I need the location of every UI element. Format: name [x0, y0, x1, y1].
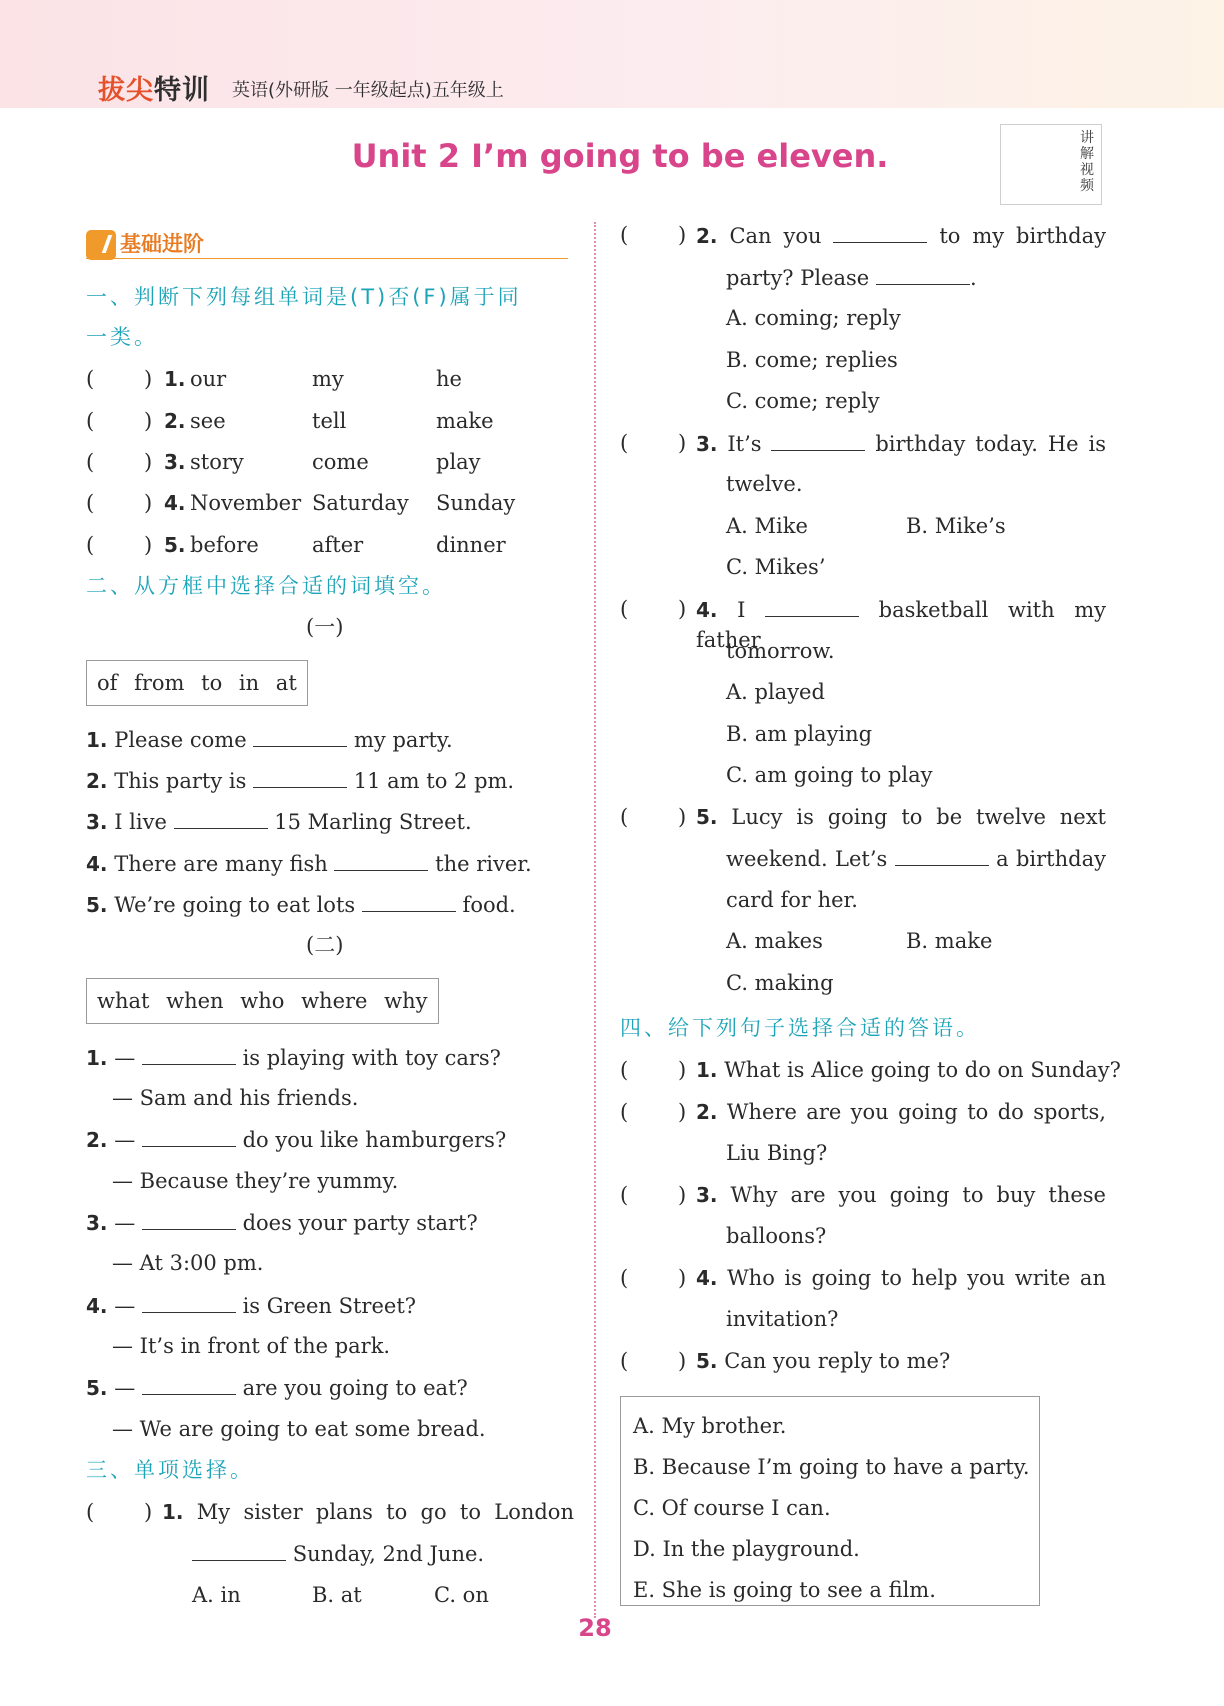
answer-blank[interactable] [334, 848, 428, 871]
unit-title: Unit 2 I’m going to be eleven. [351, 137, 889, 175]
mc-question-cont: Sunday, 2nd June. [192, 1538, 484, 1568]
mc-question-cont: party? Please . [726, 262, 977, 292]
match-item: ( ) 4. Who is going to help you write an [620, 1266, 1106, 1290]
mc-option-b[interactable]: B. Mike’s [906, 514, 1006, 538]
mc-question-cont: card for her. [726, 888, 858, 912]
mc-question: ( ) 4. I basketball with my father [620, 594, 1106, 624]
part2-label: (二) [306, 933, 344, 957]
answer-option: E. She is going to see a film. [633, 1578, 936, 1602]
mc-question: ( ) 5. Lucy is going to be twelve next [620, 805, 1106, 829]
section4-heading: 四、给下列句子选择合适的答语。 [620, 1016, 980, 1040]
dialog-question: 5. — are you going to eat? [86, 1372, 468, 1402]
fill-item: 5. We’re going to eat lots food. [86, 889, 516, 919]
mc-option-c[interactable]: C. am going to play [726, 763, 933, 787]
answer-option: B. Because I’m going to have a party. [633, 1455, 1030, 1479]
mc-option-a[interactable]: A. played [726, 680, 825, 704]
answer-blank[interactable] [895, 843, 989, 866]
mc-option-b[interactable]: B. make [906, 929, 993, 953]
answer-blank[interactable] [253, 765, 347, 788]
foundation-section-label: 基础进阶 [86, 228, 568, 259]
mc-option-c[interactable]: C. on [434, 1583, 489, 1607]
mc-option-b[interactable]: B. at [312, 1583, 362, 1607]
match-item: ( ) 1. What is Alice going to do on Sunday? [620, 1058, 1121, 1082]
dialog-answer: — Sam and his friends. [112, 1086, 359, 1110]
tf-item: ( ) 3. story come play [86, 450, 481, 474]
video-qr-box[interactable] [1000, 124, 1102, 205]
dialog-answer: — Because they’re yummy. [112, 1169, 399, 1193]
answer-blank[interactable] [192, 1538, 286, 1561]
mc-option-a[interactable]: A. Mike [726, 514, 808, 538]
answer-option: D. In the playground. [633, 1537, 860, 1561]
dialog-answer: — At 3:00 pm. [112, 1251, 264, 1275]
mc-option-c[interactable]: C. Mikes’ [726, 555, 826, 579]
mc-option-b[interactable]: B. am playing [726, 722, 873, 746]
page-number: 28 [578, 1614, 612, 1642]
answer-option: C. Of course I can. [633, 1496, 831, 1520]
mc-question: ( ) 2. Can you to my birthday [620, 220, 1106, 250]
mc-option-c[interactable]: C. come; reply [726, 389, 880, 413]
fill-item: 2. This party is 11 am to 2 pm. [86, 765, 514, 795]
word-box-1: of from to in at [86, 660, 308, 706]
answer-options-box [620, 1396, 1040, 1606]
section1-heading-cont: 一类。 [86, 325, 158, 349]
mc-option-c[interactable]: C. making [726, 971, 834, 995]
column-divider [594, 222, 596, 1618]
mc-option-a[interactable]: A. coming; reply [726, 306, 901, 330]
brand-logo: 拔尖特训 [98, 75, 210, 106]
answer-blank[interactable] [142, 1290, 236, 1313]
section1-heading: 一、判断下列每组单词是(T)否(F)属于同 [86, 285, 522, 309]
fill-item: 1. Please come my party. [86, 724, 453, 754]
dialog-answer: — We are going to eat some bread. [112, 1417, 486, 1441]
answer-blank[interactable] [142, 1124, 236, 1147]
mc-question: ( ) 3. It’s birthday today. He is [620, 428, 1106, 458]
answer-blank[interactable] [771, 428, 865, 451]
mc-question-cont: tomorrow. [726, 639, 835, 663]
mc-option-a[interactable]: A. in [192, 1583, 241, 1607]
answer-blank[interactable] [876, 262, 970, 285]
mc-option-a[interactable]: A. makes [726, 929, 823, 953]
match-item-cont: invitation? [726, 1307, 839, 1331]
match-item: ( ) 3. Why are you going to buy these [620, 1183, 1106, 1207]
tf-item: ( ) 2. see tell make [86, 409, 494, 433]
mc-question-cont: weekend. Let’s a birthday [726, 843, 1106, 873]
match-item: ( ) 5. Can you reply to me? [620, 1349, 951, 1373]
dialog-answer: — It’s in front of the park. [112, 1334, 391, 1358]
fill-item: 3. I live 15 Marling Street. [86, 806, 472, 836]
answer-blank[interactable] [833, 220, 927, 243]
section3-heading: 三、单项选择。 [86, 1458, 254, 1482]
answer-option: A. My brother. [633, 1414, 787, 1438]
answer-blank[interactable] [142, 1372, 236, 1395]
answer-blank[interactable] [142, 1207, 236, 1230]
tf-item: ( ) 1. our my he [86, 367, 462, 391]
dialog-question: 4. — is Green Street? [86, 1290, 416, 1320]
mc-question: ( ) 1. My sister plans to go to London [86, 1500, 574, 1524]
page-header [0, 0, 1224, 108]
mc-option-b[interactable]: B. come; replies [726, 348, 898, 372]
tf-item: ( ) 5. before after dinner [86, 533, 506, 557]
video-label: 讲解视频 [1080, 130, 1094, 194]
answer-blank[interactable] [362, 889, 456, 912]
dialog-question: 2. — do you like hamburgers? [86, 1124, 506, 1154]
answer-blank[interactable] [765, 594, 859, 617]
part1-label: (一) [306, 615, 344, 639]
answer-blank[interactable] [253, 724, 347, 747]
dialog-question: 1. — is playing with toy cars? [86, 1042, 501, 1072]
match-item-cont: Liu Bing? [726, 1141, 828, 1165]
match-item: ( ) 2. Where are you going to do sports, [620, 1100, 1106, 1124]
mc-question-cont: twelve. [726, 472, 803, 496]
book-title: 英语(外研版 一年级起点)五年级上 [232, 80, 504, 101]
answer-blank[interactable] [174, 806, 268, 829]
answer-blank[interactable] [142, 1042, 236, 1065]
dialog-question: 3. — does your party start? [86, 1207, 478, 1237]
word-box-2: what when who where why [86, 978, 439, 1024]
section2-heading: 二、从方框中选择合适的词填空。 [86, 574, 446, 598]
fill-item: 4. There are many fish the river. [86, 848, 532, 878]
tf-item: ( ) 4. November Saturday Sunday [86, 491, 516, 515]
match-item-cont: balloons? [726, 1224, 827, 1248]
lightning-tag-icon [86, 230, 116, 260]
